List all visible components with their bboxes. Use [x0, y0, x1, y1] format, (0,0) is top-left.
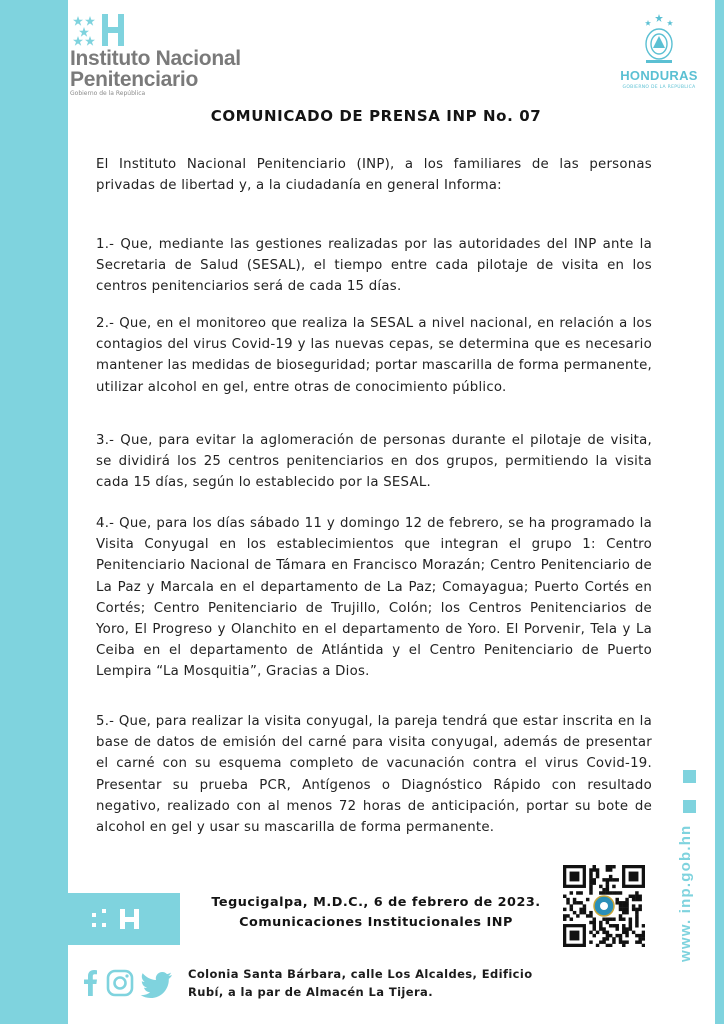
inp-logo-icon	[72, 12, 132, 48]
paragraph-5: 5.- Que, para realizar la visita conyugal, la pareja tendrá que estar inscrita en la base de datos de emisión del carné para visita conyugal, además de presentar el carné con su esquema completo de vacunación contra el virus Covid-19. Presentar su prueba PCR, Antígenos o Diagnóstico Rápido con resultado negativo, realizado con al menos 72 horas de anticipación, portar su bote de alcohol en gel y usar su mascarilla de forma permanente.	[96, 714, 652, 836]
seal-subtitle: GOBIERNO DE LA REPÚBLICA	[622, 85, 696, 90]
paragraph-2: 2.- Que, en el monitoreo que realiza la SESAL a nivel nacional, en relación a los contagios del virus Covid-19 y las nuevas cepas, se determina que es necesario mantener las medidas de bioseguridad; portar mascarilla de forma permanente, utilizar alcohol en gel, entre otras de conocimiento público.	[96, 316, 652, 395]
website-vertical	[675, 770, 705, 970]
intro-paragraph: El Instituto Nacional Penitenciario (INP), a los familiares de las personas privadas de libertad y, a la ciudadanía en general Informa:	[96, 157, 652, 194]
decor-square	[683, 800, 696, 813]
instagram-icon[interactable]	[108, 971, 132, 995]
website-link[interactable]: www. inp.gob.hn	[677, 824, 694, 962]
honduras-seal-icon	[640, 14, 678, 66]
paragraph-3: 3.- Que, para evitar la aglomeración de personas durante el pilotaje de visita, se dividirá los 25 centros penitenciarios en dos grupos, permitiendo la visita cada 15 días, según lo establecido por la SESAL.	[96, 433, 652, 491]
address-line-2: Rubí, a la par de Almacén La Tijera.	[188, 985, 433, 999]
logo-subtitle: Gobierno de la República	[70, 90, 146, 97]
twitter-icon[interactable]	[141, 972, 173, 998]
decor-square	[683, 770, 696, 783]
logo-title	[70, 48, 241, 90]
left-accent-bar	[0, 0, 68, 1024]
address-block	[188, 965, 538, 1001]
qr-code-icon[interactable]	[563, 865, 645, 947]
right-accent-bar	[715, 0, 724, 1024]
address-line-1: Colonia Santa Bárbara, calle Los Alcaldes, Edificio	[188, 967, 533, 981]
press-release-title: COMUNICADO DE PRENSA INP No. 07	[210, 107, 542, 125]
seal-name: HONDURAS	[620, 68, 698, 83]
footer-logo-box	[68, 893, 180, 945]
logo-title-line2: Penitenciario	[70, 68, 198, 91]
facebook-icon[interactable]	[84, 970, 97, 996]
signature-block	[196, 893, 556, 933]
place-date: Tegucigalpa, M.D.C., 6 de febrero de 2023.	[211, 895, 541, 910]
logo-title-line1: Instituto Nacional	[70, 47, 241, 70]
paragraph-1: 1.- Que, mediante las gestiones realizadas por las autoridades del INP ante la Secretaria de Salud (SESAL), el tiempo entre cada pilotaje de visita en los centros penitenciarios será de cada 15 días.	[96, 237, 652, 295]
signature: Comunicaciones Institucionales INP	[239, 915, 513, 930]
social-icons	[78, 966, 188, 1000]
inp-logo-icon	[90, 903, 146, 935]
honduras-seal	[614, 14, 704, 94]
inp-logo	[70, 12, 280, 97]
paragraph-4: 4.- Que, para los días sábado 11 y domingo 12 de febrero, se ha programado la Visita Conyugal en los establecimientos que integran el grupo 1: Centro Penitenciario Nacional de Támara en Francisco Morazán; Centro Penitenciario de La Paz y Marcala en el departamento de La Paz; Comayagua; Puerto Cortés en Cortés; Centro Penitenciario de Trujillo, Colón; los Centros Penitenciarios de Yoro, El Progreso y Olanchito en el departamento de Yoro. El Porvenir, Tela y La Ceiba en el departamento de Atlántida y el Centro Penitenciario de Puerto Lempira “La Mosquitia”, Gracias a Dios.	[96, 516, 652, 680]
